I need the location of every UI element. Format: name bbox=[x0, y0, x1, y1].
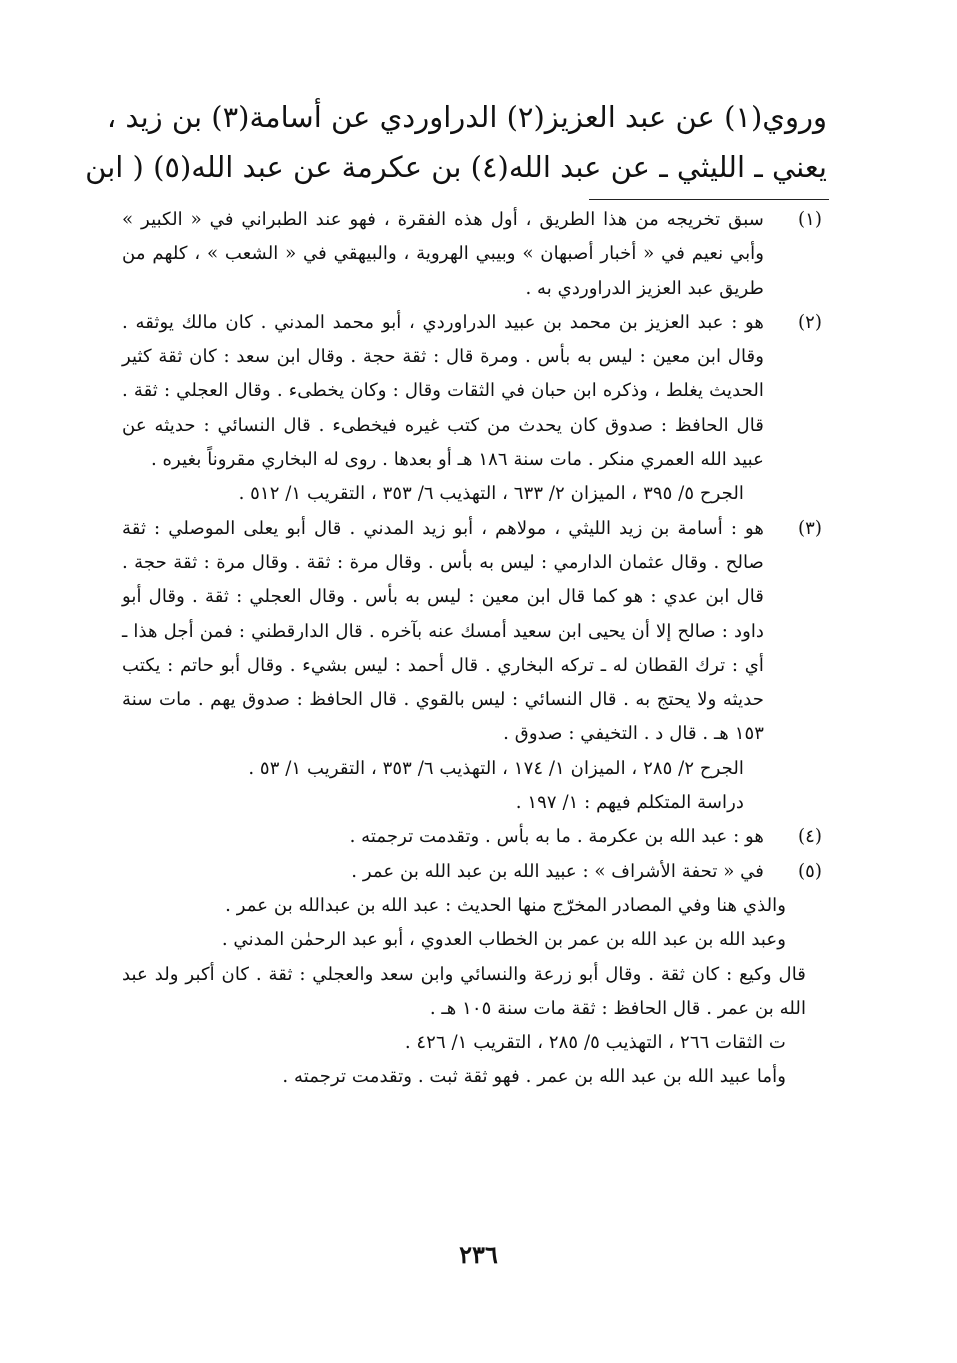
footnote-number: (٥) bbox=[798, 860, 822, 882]
footnote-continuation: قال وكيع : كان ثقة . وقال أبو زرعة والنسائي وابن سعد والعجلي : ثقة . كان أكبر ولد عبد الله بن عمر . قال الحافظ : ثقة مات سنة ١٠٥ هـ . bbox=[122, 963, 806, 1019]
footnote-text: هو : عبد الله بن عكرمة . ما به بأس . وتقدمت ترجمته . bbox=[349, 826, 764, 848]
footnote-reference: دراسة المتكلم فيهم : ١/ ١٩٧ . bbox=[515, 792, 744, 814]
footnote-continuation: والذي هنا وفي المصادر المخرّج منها الحديث : عبد الله بن عبدالله بن عمر . bbox=[225, 894, 786, 916]
footnote-number: (٢) bbox=[798, 311, 822, 333]
footnote-continuation: وعبد الله بن عبد الله بن عمر بن الخطاب العدوي ، أبو عبد الرحمٰن المدني . bbox=[221, 929, 786, 951]
footnote-separator bbox=[589, 199, 829, 200]
main-line: وروي(١) عن عبد العزيز(٢) الدراوردي عن أسامة(٣) بن زيد ، bbox=[106, 100, 827, 134]
footnote-3 bbox=[122, 512, 822, 752]
footnote-continuation: وأما عبيد الله بن عبد الله بن عمر . فهو ثقة ثبت . وتقدمت ترجمته . bbox=[282, 1066, 786, 1088]
footnote-text: هو : عبد العزيز بن محمد بن عبيد الدراوردي ، أبو محمد المدني . كان مالك يوثقه . وقال ابن معين : ليس به بأس . ومرة قال : ثقة حجة . وقال ابن سعد : كان ثقة كثير الحديث يغلط ، وذكره ابن حبان في الثقات وقال : وكان يخطىء . وقال العجلي : ثقة . قال الحافظ : صدوق كان يحدث من كتب غيره فيخطىء . قال النسائي : حديثه عن عبيد الله العمري منكر . مات سنة ١٨٦ هـ أو بعدها . روى له البخاري مقروناً بغيره . bbox=[122, 311, 764, 471]
footnote-text: هو : أسامة بن زيد الليثي ، مولاهم ، أبو زيد المدني . قال أبو يعلى الموصلي : ثقة صالح . وقال عثمان الدارمي : ليس به بأس . وقال مرة : ثقة . وقال مرة : ثقة حجة . قال ابن عدي : هو كما قال ابن معين : ليس به بأس . وقال العجلي : ثقة . وقال أبو داود : صالح إلا أن يحيى ابن سعيد أمسك عنه بآخره . قال الدارقطني : فمن أجل هذا ـ أي : ترك القطان له ـ تركه البخاري . قال أحمد : ليس بشيء . وقال أبو حاتم : يكتب حديثه ولا يحتج به . قال النسائي : ليس بالقوي . قال الحافظ : صدوق يهم . مات سنة ١٥٣ هـ . قال د . التخيفي : صدوق . bbox=[122, 517, 764, 745]
footnote-continuation: ت الثقات ٢٦٦ ، التهذيب ٥/ ٢٨٥ ، التقريب ١/ ٤٢٦ . bbox=[404, 1032, 786, 1054]
footnotes bbox=[122, 203, 822, 1095]
footnote-5 bbox=[122, 855, 822, 889]
footnote-2 bbox=[122, 306, 822, 477]
footnote-text: في « تحفة الأشراف » : عبيد الله بن عبد الله بن عمر . bbox=[351, 860, 764, 882]
main-line: يعني ـ الليثي ـ عن عبد الله(٤) بن عكرمة عن عبد الله(٥) ( ابن bbox=[85, 150, 827, 184]
footnote-number: (١) bbox=[798, 209, 822, 230]
footnote-reference: الجرح ٢/ ٢٨٥ ، الميزان ١/ ١٧٤ ، التهذيب ٦/ ٣٥٣ ، التقريب ١/ ٥٣ . bbox=[248, 757, 744, 779]
footnote-number: (٣) bbox=[798, 517, 822, 539]
footnote-reference: الجرح ٥/ ٣٩٥ ، الميزان ٢/ ٦٣٣ ، التهذيب ٦/ ٣٥٣ ، التقريب ١/ ٥١٢ . bbox=[238, 483, 744, 505]
main-text bbox=[85, 92, 827, 192]
footnote-number: (٤) bbox=[798, 826, 822, 848]
page-number: ٢٣٦ bbox=[459, 1240, 498, 1269]
footnote-1 bbox=[122, 203, 822, 306]
footnote-4 bbox=[122, 820, 822, 854]
footnote-text: سبق تخريجه من هذا الطريق ، أول هذه الفقرة ، فهو عند الطبراني في « الكبير » وأبي نعيم في « أخبار أصبهان » وبيبي الهروية ، والبيهقي في « الشعب » ، كلهم من طريق عبد العزيز الدراوردي به . bbox=[122, 209, 764, 299]
